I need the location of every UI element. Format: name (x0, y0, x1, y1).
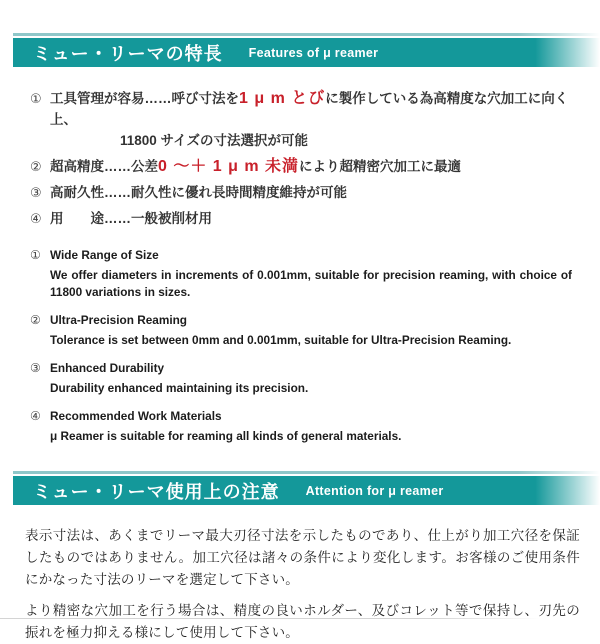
feature-body: We offer diameters in increments of 0.001mm, suitable for precision reaming, with choice of 11800 variations in sizes. (50, 268, 572, 299)
feature-text: 用 途……一般被削材用 (50, 211, 212, 226)
feature-body: Durability enhanced maintaining its precision. (50, 381, 309, 395)
bottom-divider-line (0, 618, 540, 619)
features-list-jp (30, 88, 586, 229)
feature-number: ② (30, 159, 42, 174)
feature-en-3 (30, 360, 572, 397)
feature-number: ④ (30, 211, 42, 226)
feature-text (48, 88, 586, 151)
feature-jp-2 (30, 156, 586, 177)
feature-body: Tolerance is set between 0mm and 0.001mm, suitable for Ultra-Precision Reaming. (50, 333, 512, 347)
features-header-bar (13, 38, 600, 67)
header-accent-line (13, 33, 600, 36)
attention-title-jp: ミュー・リーマ使用上の注意 (33, 481, 280, 502)
feature-title: Wide Range of Size (50, 248, 159, 262)
feature-number: ④ (30, 409, 41, 423)
feature-text-pre: 超高精度……公差 (50, 159, 158, 174)
feature-number: ③ (30, 361, 41, 375)
feature-text (48, 247, 572, 301)
catalog-page (0, 33, 600, 640)
feature-number: ② (30, 313, 41, 327)
feature-title: Enhanced Durability (50, 361, 165, 375)
feature-title: Recommended Work Materials (50, 409, 222, 423)
attention-title-en: Attention for μ reamer (305, 483, 444, 498)
feature-jp-1 (30, 88, 586, 151)
feature-number: ① (30, 248, 41, 262)
attention-header-bar (13, 476, 600, 505)
feature-text (48, 408, 572, 445)
features-title-jp: ミュー・リーマの特長 (33, 43, 223, 64)
feature-text (48, 360, 572, 397)
feature-text (48, 312, 572, 349)
feature-text-post: により超精密穴加工に最適 (299, 159, 462, 174)
feature-text (48, 156, 461, 177)
feature-number: ① (30, 91, 42, 106)
feature-title: Ultra-Precision Reaming (50, 313, 188, 327)
feature-text-line2: 11800 サイズの寸法選択が可能 (120, 133, 308, 148)
features-title-en: Features of μ reamer (248, 45, 379, 60)
header-accent-line (13, 471, 600, 474)
feature-jp-4 (30, 208, 586, 229)
feature-number: ③ (30, 185, 42, 200)
feature-text-pre: 工具管理が容易……呼び寸法を (50, 91, 239, 106)
features-section-header (13, 33, 600, 67)
feature-highlight-red: 1 μ m とび (239, 90, 326, 107)
feature-body: μ Reamer is suitable for reaming all kinds of general materials. (50, 429, 402, 443)
feature-en-1 (30, 247, 572, 301)
attention-paragraph-1: 表示寸法は、あくまでリーマ最大刃径寸法を示したものであり、仕上がり加工穴径を保証したものではありません。加工穴径は諸々の条件により変化します。お客様のご使用条件にかなった寸法のリーマを選定して下さい。 (25, 528, 580, 587)
feature-en-2 (30, 312, 572, 349)
feature-jp-3 (30, 182, 586, 203)
feature-text-post: に製作している為高精度な穴加工に向く上、 (50, 91, 569, 127)
feature-highlight-red: 0 ～＋ 1 μ m 未満 (158, 158, 300, 175)
feature-text: 高耐久性……耐久性に優れ長時間精度維持が可能 (50, 185, 347, 200)
attention-text-block (25, 525, 580, 644)
feature-en-4 (30, 408, 572, 445)
features-list-en (30, 247, 572, 445)
attention-paragraph-2: より精密な穴加工を行う場合は、精度の良いホルダー、及びコレット等で保持し、刃先の振れを極力抑える様にして使用して下さい。 (25, 603, 580, 640)
attention-section-header (13, 471, 600, 505)
